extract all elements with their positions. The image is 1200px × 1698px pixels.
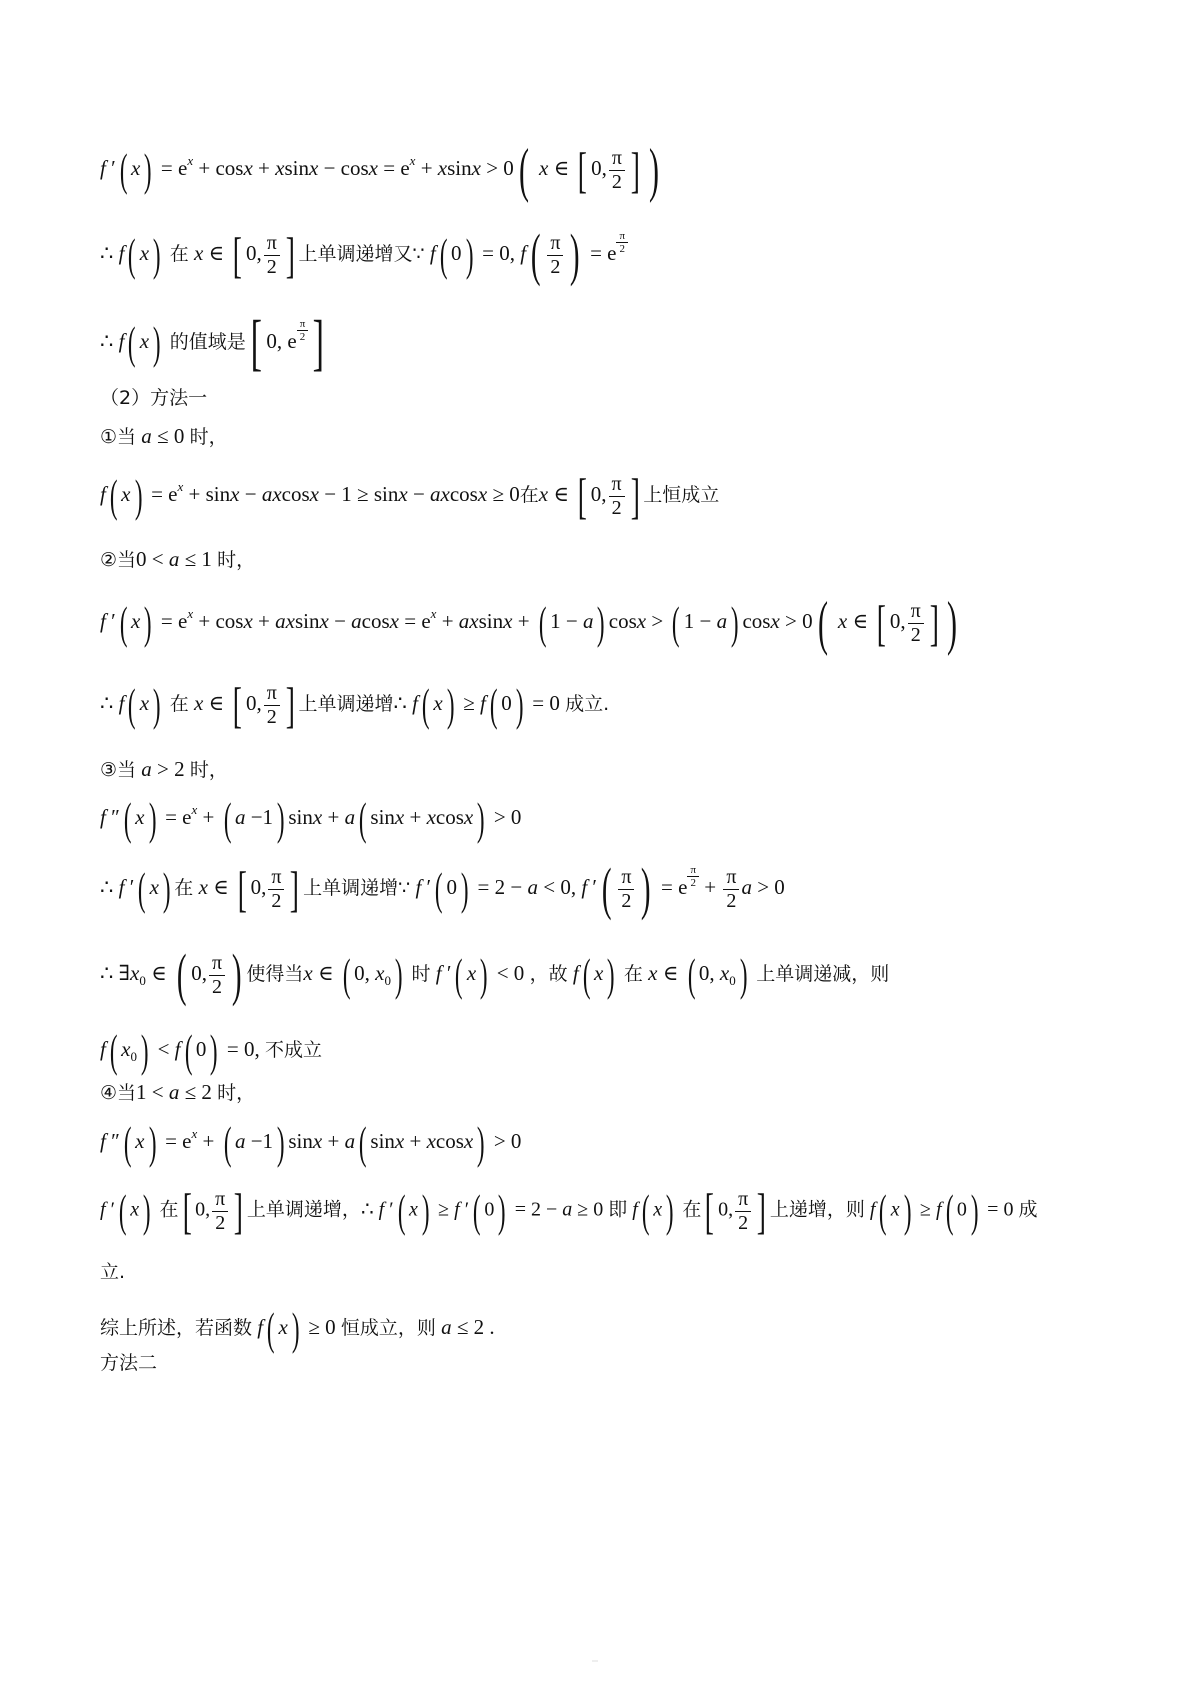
case-3-heading: ③当 a > 2 时，: [100, 757, 228, 781]
case-4-heading: ④当1 < a ≤ 2 时，: [100, 1080, 256, 1104]
equation-line-17: f ′( x) 在[ 0, $\frac{\pi}{2}$ ] 上单调递增，∴ f ′( x) ≥ f ′( 0) = 2 − a ≥ 0 即 f( x) 在[ 0, $\frac{\pi}{2}$ ] 上递增，则 f( x) ≥ f( 0) = 0 成: [100, 1183, 1038, 1239]
equation-line-12: ∴ f ′( x) 在 x ∈ [ 0, $\frac{\pi}{2}$ ] 上单调递增∵ f ′( 0) = 2 − a < 0, f ′( $\frac{\pi}{2}$ ) = e $^{\frac{\pi}{2}}$ + $\frac{\pi}{2}$ a > 0: [100, 856, 785, 921]
equation-line-16: f ″( $x) = e^x$ + ( a −1) sinx + a( sinx + xcosx) > 0: [100, 1117, 522, 1168]
equation-line-2: ∴ f( x) 在 x ∈ [ 0, $\frac{\pi}{2}$ ] 上单调递增又∵ f( 0) = 0, f( $\frac{\pi}{2}$ ) = e $^{\frac{\pi}{2}}$: [100, 226, 628, 284]
continuation-line: 立.: [100, 1261, 126, 1283]
equation-line-11: f ″( $x) = e^x$ + ( a −1) sinx + a( sinx + xcosx) > 0: [100, 793, 522, 844]
section-heading-method-one: （2）方法一: [100, 387, 208, 409]
l1-left: f ′( $x) = e^x + \cos x + xsinx - \cos x = e^x + xsinx > 0$: [100, 144, 514, 195]
section-heading-method-two: 方法二: [100, 1352, 158, 1374]
equation-line-3: ∴ f( x) 的值域是[ 0, e $^{\frac{\pi}{2}}$ ]: [100, 309, 325, 377]
equation-line-8: f ′( $x) = e^x + \cos x + axsinx - acosx = e^x + axsinx$ + ( 1 − a) cosx > ( 1 − a) cosx > 0( x ∈ [ 0, $\frac{\pi}{2}$ ] ): [100, 590, 958, 656]
equation-line-13: ∴ $\exists x_0$ ∈ ( 0, $\frac{\pi}{2}$ ) 使得当x ∈ ( 0, $x_0$) 时 f ′( x) < 0 ，故 f( x) 在 x ∈ ( 0, $x_0$) 上单调递减，则: [100, 942, 890, 1007]
conclusion-line: 综上所述，若函数 f( x) ≥ 0 恒成立，则 a ≤ 2 .: [100, 1303, 495, 1354]
equation-line-6: f( $x) = e^x + \sin x - axcosx - 1 \ge \sin x - axcosx \ge 0$在x ∈ [ 0, $\frac{\pi}{2}$ ] 上恒成立: [100, 468, 720, 524]
case-1-heading: ①当 a ≤ 0 时，: [100, 424, 228, 448]
equation-line-9: ∴ f( x) 在 x ∈ [ 0, $\frac{\pi}{2}$ ] 上单调递增∴ f( x) ≥ f( 0) = 0 成立.: [100, 677, 610, 733]
page-footer-mark: [592, 1660, 598, 1662]
case-2-heading: ②当0 < a ≤ 1 时，: [100, 547, 256, 571]
equation-line-1: f ′( $x) = e^x + \cos x + xsinx - \cos x = e^x + xsinx > 0$( x ∈ [ 0, $\frac{\pi}{2}$ ] ): [100, 137, 659, 203]
equation-line-14: f( $x_0) < f$( 0) = 0, 不成立: [100, 1025, 323, 1076]
